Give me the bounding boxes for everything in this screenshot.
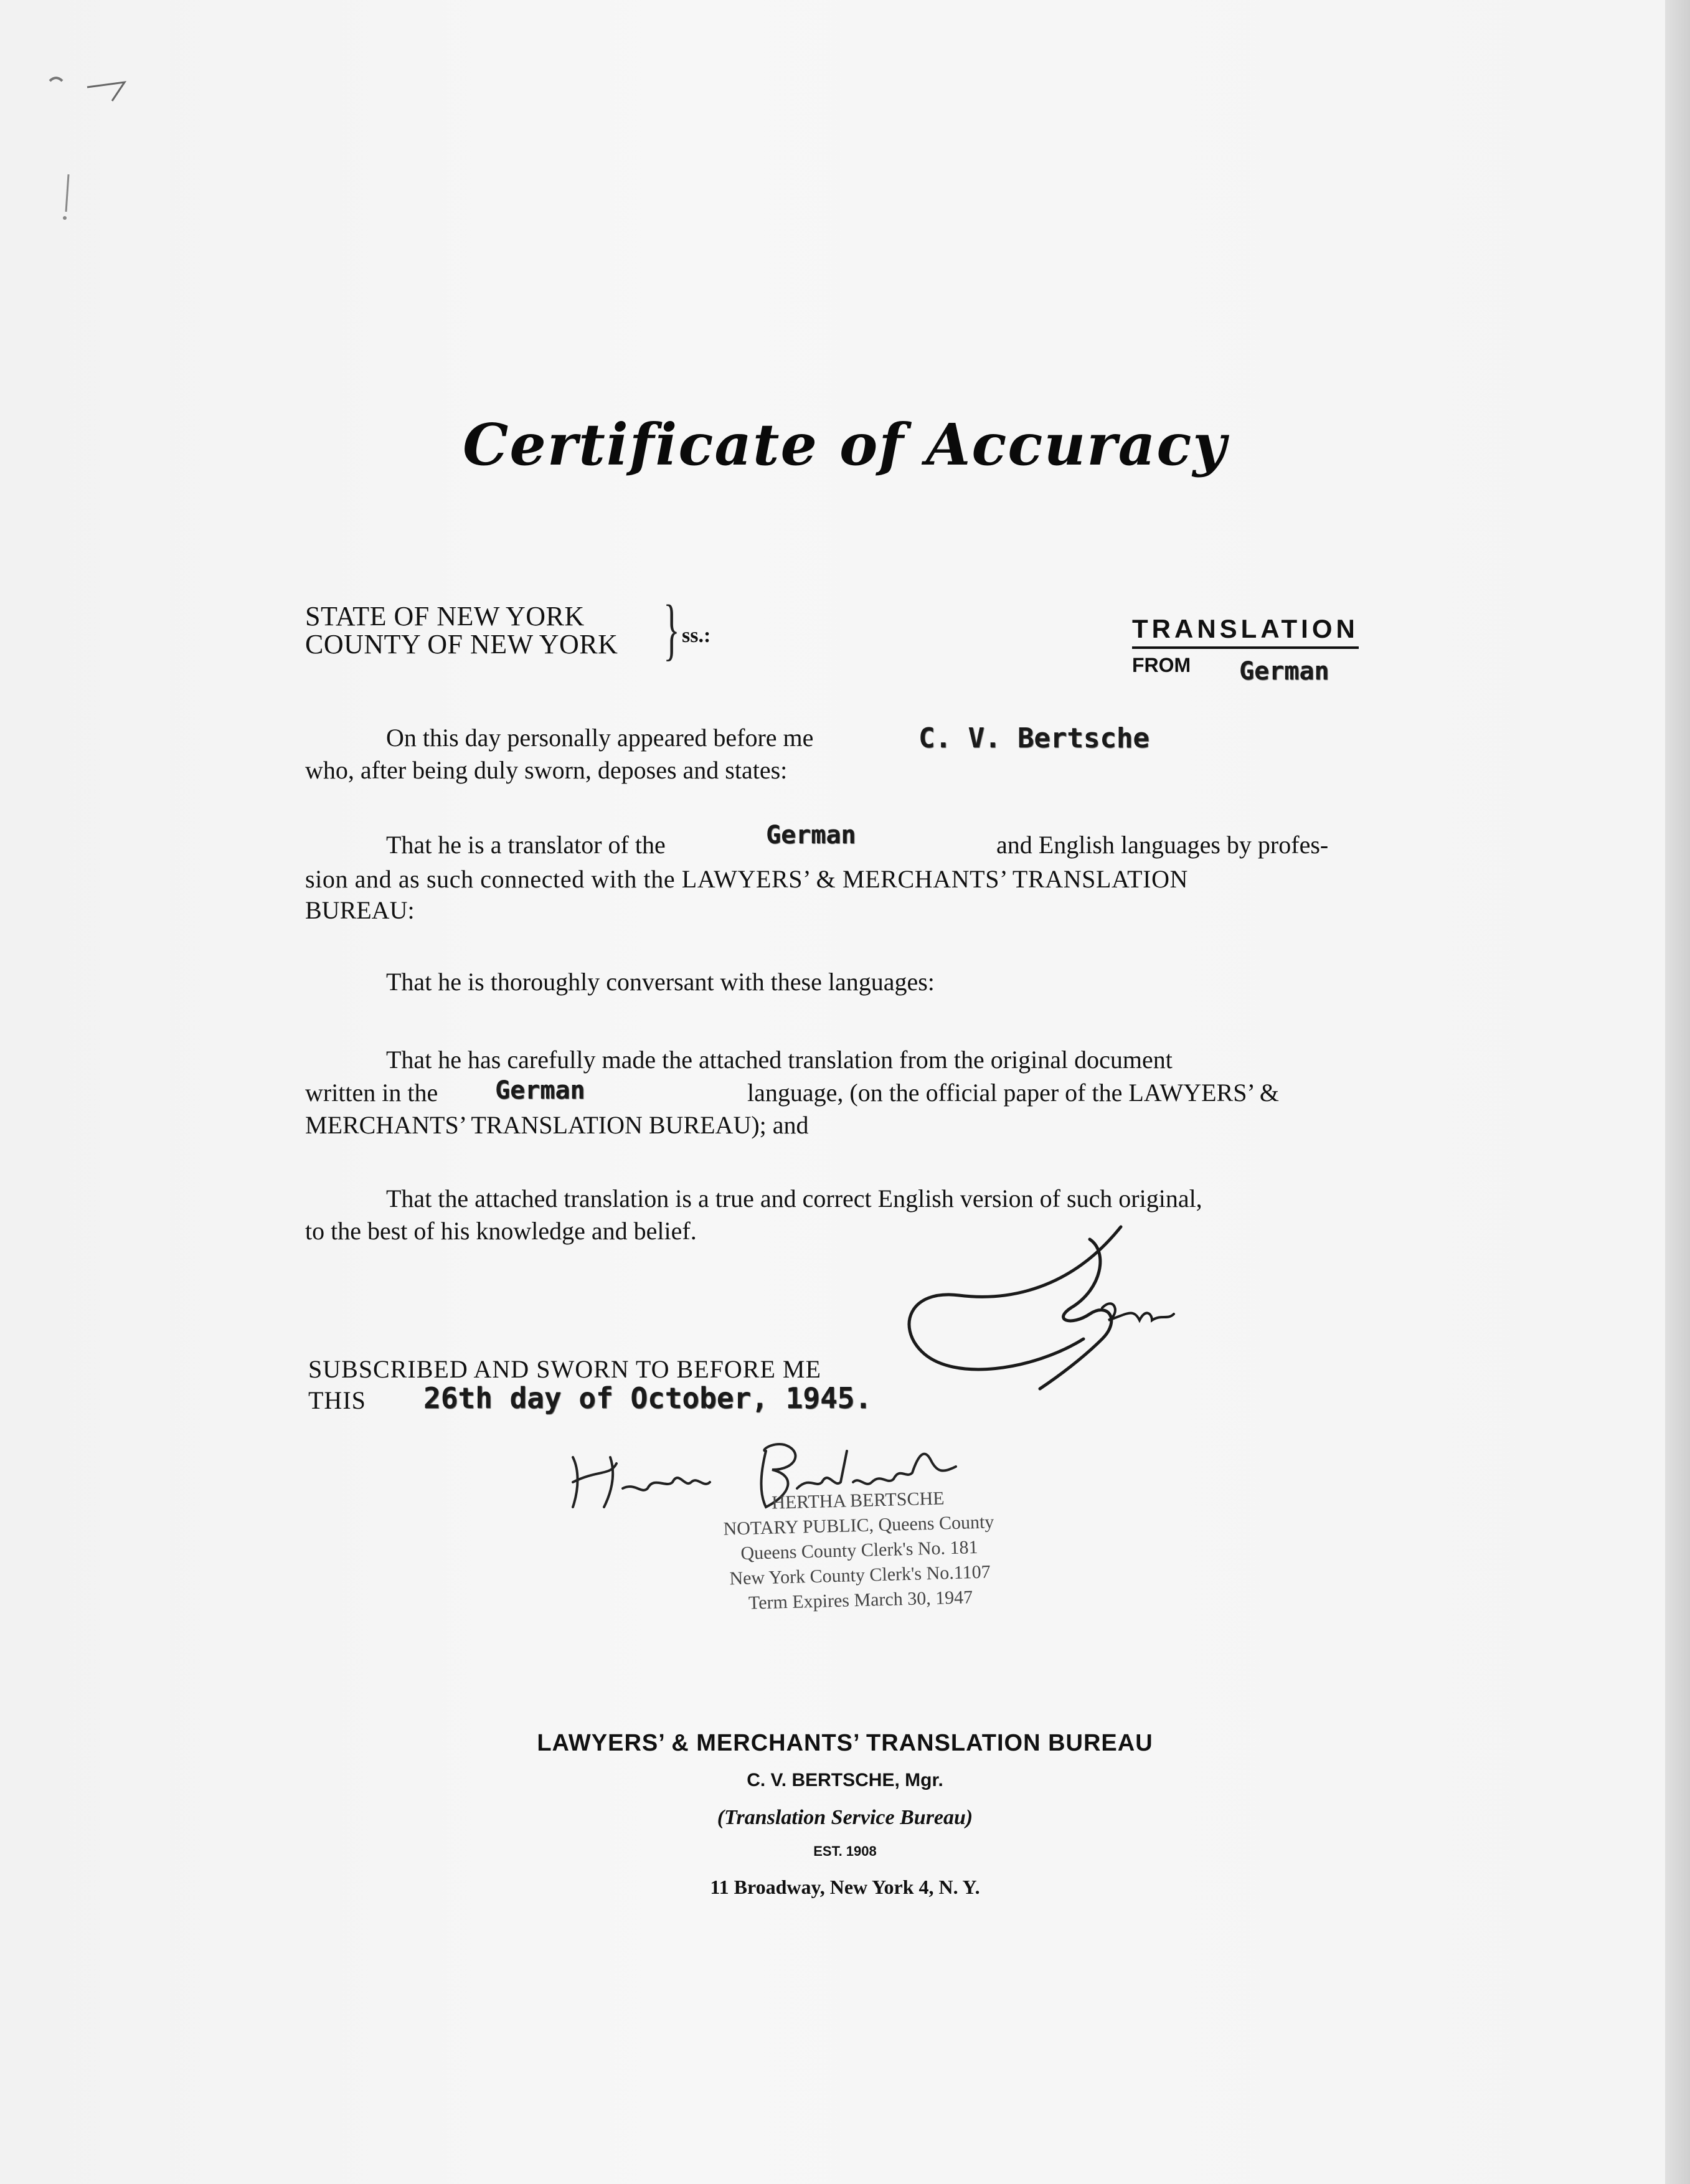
jurat-line1: SUBSCRIBED AND SWORN TO BEFORE ME xyxy=(308,1355,821,1383)
footer-service: (Translation Service Bureau) xyxy=(717,1806,973,1829)
p2-line1-end: and English languages by profes- xyxy=(996,831,1329,859)
p4-written: written in the xyxy=(305,1079,438,1107)
p4-line3: MERCHANTS’ TRANSLATION BUREAU); and xyxy=(305,1111,809,1139)
notary-clerk-queens: Queens County Clerk's No. 181 xyxy=(740,1537,978,1564)
p2-line3: BUREAU: xyxy=(305,896,415,924)
jurat-this: THIS xyxy=(308,1386,366,1414)
p2-line2: sion and as such connected with the LAWYERS’ & MERCHANTS’ TRANSLATION xyxy=(305,865,1189,893)
p3: That he is thoroughly conversant with these languages: xyxy=(386,968,935,996)
venue-ss: ss.: xyxy=(682,624,711,647)
p4-line1: That he has carefully made the attached translation from the original document xyxy=(386,1046,1173,1074)
footer-bureau: LAWYERS’ & MERCHANTS’ TRANSLATION BUREAU xyxy=(537,1730,1153,1756)
translation-language: German xyxy=(1239,657,1329,686)
notary-title: NOTARY PUBLIC, Queens County xyxy=(723,1511,994,1539)
p2-language: German xyxy=(766,821,856,849)
notary-clerk-ny: New York County Clerk's No.1107 xyxy=(729,1561,991,1589)
notary-stamp xyxy=(640,1483,1079,1619)
p4-line2-end: language, (on the official paper of the LAWYERS’ & xyxy=(747,1079,1279,1107)
footer-established: EST. 1908 xyxy=(813,1843,877,1859)
venue-state: STATE OF NEW YORK xyxy=(305,601,585,631)
venue-county: COUNTY OF NEW YORK xyxy=(305,629,618,659)
p5-line2: to the best of his knowledge and belief. xyxy=(305,1217,697,1245)
p5-line1: That the attached translation is a true and correct English version of such original, xyxy=(386,1184,1202,1213)
venue-brace: } xyxy=(663,591,680,667)
p1-line2: who, after being duly sworn, deposes and states: xyxy=(305,756,788,784)
p4-language: German xyxy=(495,1076,585,1105)
translation-heading: TRANSLATION xyxy=(1132,614,1359,649)
translator-signature xyxy=(884,1214,1233,1401)
translation-from-label: FROM xyxy=(1132,654,1191,676)
p1-appearer-name: C. V. Bertsche xyxy=(918,722,1149,754)
notary-term: Term Expires March 30, 1947 xyxy=(748,1587,973,1614)
footer-address: 11 Broadway, New York 4, N. Y. xyxy=(710,1876,980,1898)
page-title: Certificate of Accuracy xyxy=(463,411,1227,478)
jurat-date: 26th day of October, 1945. xyxy=(423,1381,872,1415)
p2-start: That he is a translator of the xyxy=(386,831,666,859)
footer-manager: C. V. BERTSCHE, Mgr. xyxy=(747,1770,943,1790)
notary-name: HERTHA BERTSCHE xyxy=(771,1488,945,1513)
paper-marks xyxy=(37,62,199,249)
p1-line1: On this day personally appeared before me xyxy=(386,724,814,752)
